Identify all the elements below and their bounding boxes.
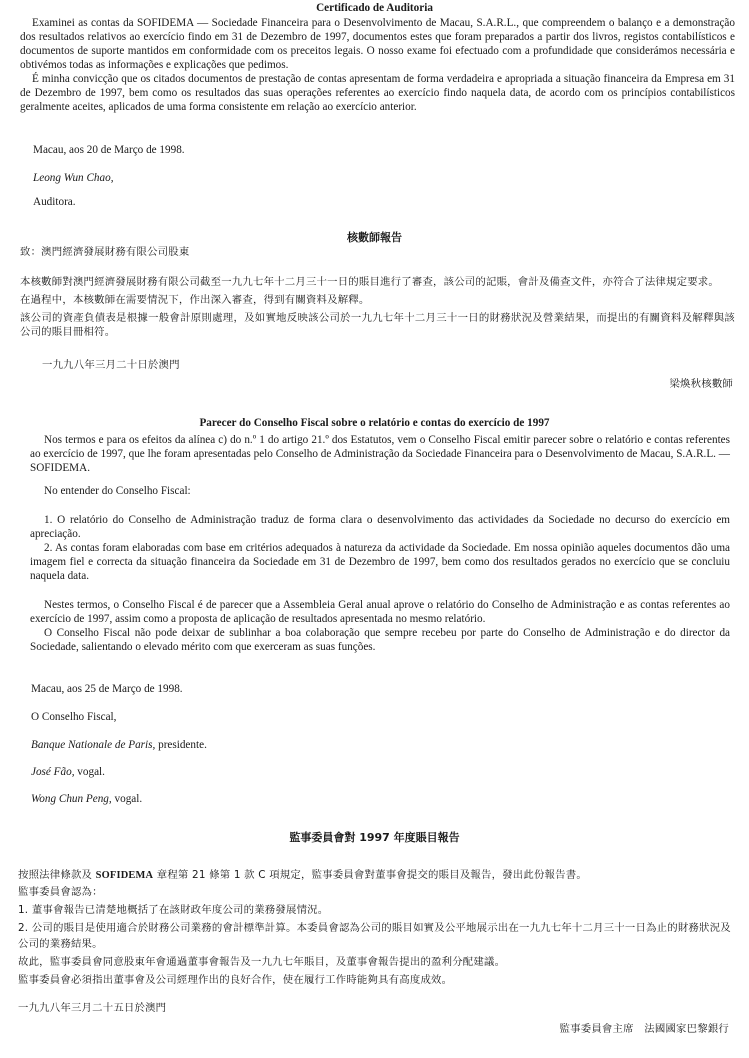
council-member-2-role: vogal. bbox=[74, 766, 105, 778]
certificate-date: Macau, aos 20 de Março de 1998. bbox=[33, 144, 185, 156]
council-member-3-name: Wong Chun Peng, bbox=[31, 793, 112, 805]
council-opinion-intro bbox=[30, 433, 730, 475]
council-report-zh-p1-post: 章程第 21 條第 1 款 C 項規定，監事委員會對董事會提交的賬目及報告，發出此份報告書。 bbox=[153, 869, 587, 881]
auditor-report-paragraph-1: 本核數師對澳門經濟發展財務有限公司截至一九九七年十二月三十一日的賬目進行了審查，該公司的記賬，會計及備查文件，亦符合了法律規定要求。 bbox=[20, 276, 719, 288]
council-member-2 bbox=[31, 765, 105, 779]
council-report-zh-body bbox=[18, 867, 734, 988]
auditor-report-paragraph-2: 在過程中，本核數師在需要情況下，作出深入審查，得到有關資料及解釋。 bbox=[20, 294, 370, 306]
council-member-1-name: Banque Nationale de Paris, bbox=[31, 739, 156, 751]
council-opinion-points bbox=[30, 513, 730, 583]
council-report-zh-title: 監事委員會對 1997 年度賬目報告 bbox=[289, 831, 460, 844]
council-report-zh-point-2: 2. 公司的賬目是使用適合於財務公司業務的會計標準計算。本委員會認為公司的賬目如實及公平地展示出在一九九七年十二月三十一日為止的財務狀況及公司的業務結果。 bbox=[18, 922, 731, 950]
certificate-signer: Leong Wun Chao, bbox=[33, 172, 114, 184]
council-report-zh-company: SOFIDEMA bbox=[95, 870, 154, 881]
auditor-report-addressee: 致：澳門經濟發展財務有限公司股東 bbox=[20, 246, 190, 258]
council-opinion-body: O Conselho Fiscal, bbox=[31, 711, 117, 723]
council-report-zh-paragraph-6: 監事委員會必須指出董事會及公司經理作出的良好合作，使在履行工作時能夠具有高度成效。 bbox=[18, 974, 453, 986]
council-opinion-conclusion bbox=[30, 598, 730, 654]
auditor-report-date: 一九九八年三月二十日於澳門 bbox=[42, 359, 180, 371]
council-report-zh-paragraph-5: 故此，監事委員會同意股東年會通過董事會報告及一九九七年賬目，及董事會報告提出的盈利分配建議。 bbox=[18, 956, 506, 968]
certificate-paragraph-2: É minha convicção que os citados documentos de prestação de contas apresentam de forma verdadeira e apropriada a situação financeira da Empresa em 31 de Dezembro de 1997, bem como os resultados das suas operações referentes ao exercício findo naquela data, de acordo com os princípios contabilísticos geralmente aceites, aplicados de uma forma consistente em relação ao exercício anterior. bbox=[20, 73, 735, 113]
council-opinion-heading: No entender do Conselho Fiscal: bbox=[44, 485, 191, 497]
council-opinion-point-1: 1. O relatório do Conselho de Administração traduz de forma clara o desenvolvimento das actividades da Sociedade no decurso do exercício em apreciação. bbox=[30, 514, 730, 540]
council-member-3 bbox=[31, 792, 142, 806]
council-report-zh-point-1: 1. 董事會報告已清楚地概括了在該財政年度公司的業務發展情況。 bbox=[18, 904, 329, 916]
council-report-zh-signer: 監事委員會主席 法國國家巴黎銀行 bbox=[559, 1023, 729, 1035]
certificate-title: Certificado de Auditoria bbox=[316, 2, 433, 14]
council-report-zh-date: 一九九八年三月二十五日於澳門 bbox=[18, 1002, 167, 1014]
certificate-paragraph-1: Examinei as contas da SOFIDEMA — Sociedade Financeira para o Desenvolvimento de Macau, S.A.R.L., que compreendem o balanço e a demonstração dos resultados relativos ao exercício findo em 31 de Dezembro de 1997, documentos estes que foram preparados a partir dos livros, registos contabilísticos e documentos de suporte mantidos em conformidade com os preceitos legais. O nosso exame foi efectuado com a profundidade que considerámos necessária e obtivémos todas as informações e explicações que pedimos. bbox=[20, 17, 735, 71]
council-member-3-role: vogal. bbox=[111, 793, 143, 805]
council-report-zh-paragraph-2: 監事委員會認為： bbox=[18, 886, 103, 898]
council-report-zh-paragraph-1 bbox=[18, 867, 734, 884]
auditor-report-body bbox=[20, 275, 735, 339]
auditor-report-signer: 梁煥秋核數師 bbox=[669, 378, 733, 390]
council-opinion-date: Macau, aos 25 de Março de 1998. bbox=[31, 683, 183, 695]
council-opinion-paragraph-5: Nestes termos, o Conselho Fiscal é de parecer que a Assembleia Geral anual aprove o relatório do Conselho de Administração e as contas referentes ao exercício de 1997, assim como a proposta de aplicação de resultados apresentada no mesmo relatório. bbox=[30, 599, 730, 625]
council-report-zh-p1-pre: 按照法律條款及 bbox=[18, 869, 96, 881]
council-opinion-point-2: 2. As contas foram elaboradas com base em critérios adequados à natureza da actividade da Sociedade. Em nossa opinião aqueles documentos dão uma imagem fiel e correcta da situação financeira da Sociedade em 31 de Dezembro de 1997, bem como dos resultados gerados no exercício que se concluiu naquela data. bbox=[30, 542, 730, 582]
council-member-2-name: José Fão, bbox=[31, 766, 75, 778]
auditor-report-title: 核數師報告 bbox=[347, 231, 402, 244]
certificate-signer-role: Auditora. bbox=[33, 196, 76, 208]
council-opinion-title: Parecer do Conselho Fiscal sobre o relatório e contas do exercício de 1997 bbox=[199, 417, 550, 429]
council-member-1-role: presidente. bbox=[155, 739, 207, 751]
certificate-body bbox=[20, 16, 735, 114]
council-member-1 bbox=[31, 738, 207, 752]
auditor-report-paragraph-3: 該公司的資產負債表是根據一般會計原則處理，及如實地反映該公司於一九九七年十二月三十一日的財務狀況及營業結果，而提出的有關資料及解釋與該公司的賬目冊相符。 bbox=[20, 312, 735, 338]
council-opinion-paragraph-6: O Conselho Fiscal não pode deixar de sublinhar a boa colaboração que sempre recebeu por parte do Conselho de Administração e do director da Sociedade, salientando o elevado mérito com que exerceram as suas funções. bbox=[30, 627, 730, 653]
council-opinion-paragraph-1: Nos termos e para os efeitos da alínea c) do n.º 1 do artigo 21.º dos Estatutos, vem o Conselho Fiscal emitir parecer sobre o relatório e contas referentes ao exercício de 1997, que lhe foram apresentadas pelo Conselho de Administração da Sociedade Financeira para o Desenvolvimento de Macau, S.A.R.L. — SOFIDEMA. bbox=[30, 434, 730, 474]
